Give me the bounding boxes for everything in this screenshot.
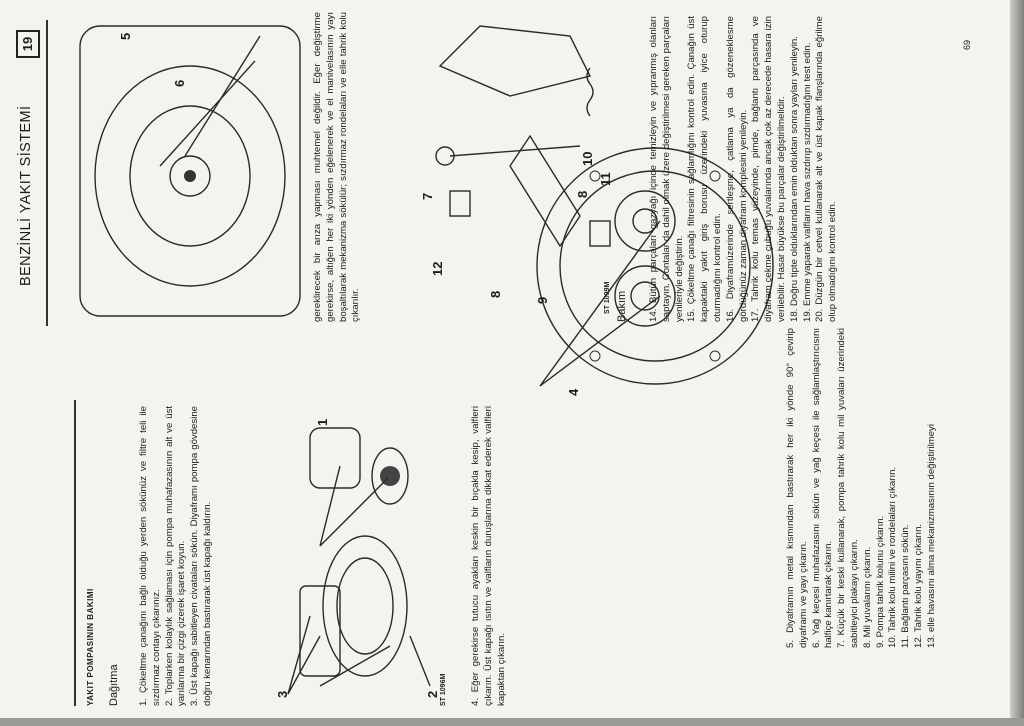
- bolt-hole: [710, 351, 720, 361]
- step-10: 10. Tahrik kolu milini ve rondelaları çıkarın.: [887, 466, 899, 648]
- step-19: 19. Emme yaparak valfların hava sızdırıp sızdırmadığını test edin.: [801, 42, 813, 322]
- rocker-arm: [510, 136, 580, 246]
- fuel-pump-figure: [240, 406, 440, 706]
- pump-base: [440, 26, 590, 96]
- leader-1b: [320, 466, 340, 546]
- fig-label-12: 12: [430, 261, 445, 276]
- chapter-number-box: 19: [16, 30, 40, 58]
- continuation-text-block: [312, 12, 363, 322]
- fig-label-3: 3: [275, 690, 290, 698]
- fig-label-10: 10: [580, 151, 595, 166]
- section-rule: [74, 400, 76, 706]
- section-heading: YAKIT POMPASININ BAKIMI: [86, 588, 95, 706]
- step-13: 13. elle havasını alma mekanizmasının değiştirilmeyi: [925, 424, 937, 648]
- step-9: 9. Pompa tahrik kolunu çıkarın.: [874, 515, 886, 648]
- fig-label-4: 4: [566, 388, 581, 396]
- pivot-pin: [450, 146, 580, 156]
- step-5: 5. Diyaframın metal kısmından bastırarak her iki yönde 90° çevirip diyaframı ve yayı çıkarın.: [785, 328, 809, 648]
- step-2: 2. Toplarken kolaylık sağlaması için pompa muhafazasının alt ve üst yarılarına bir çizgi çizerek işaret koyun.: [163, 406, 188, 706]
- fig-label-8a: 8: [575, 190, 590, 198]
- pull-rod: [184, 170, 196, 182]
- fig-label-1: 1: [315, 418, 330, 426]
- continuation-text: gereklirecek bir arıza yapması muhtemel değildir. Eğer değiştirme gerekirse, altığen her iki yönden eğelenerek ve el manivelasının yayı boşaltılarak mekanizma sökülür; sızdırmaz rondelaları ve elle tahrik kolu çıkarılır.: [312, 12, 362, 322]
- step-12: 12. Tahrik kolu yayını çıkarın.: [912, 523, 924, 648]
- step-3: 3. Üst kapağı sabitleyen civataları sökün. Diyaframı pompa gövdesine doğru kenarından bastırarak üst kapağı kaldırın.: [189, 406, 213, 706]
- subheading-dagitma: Dağıtma: [108, 664, 120, 706]
- page-bottom-edge: [0, 718, 1024, 726]
- pump-assembly-figure: [80, 6, 310, 306]
- leader-4a: [540, 296, 660, 386]
- fig-label-8b: 8: [488, 290, 503, 298]
- step-15: 15. Çökeltme çanağı filtresinin sağlamlığını kontrol edin. Çanağın üst kapaktaki yakıt giriş borusu üzerindeki yuvasına iyice oturup oturmadığını kontrol edin.: [686, 16, 723, 322]
- step-20: 20. Düzgün bir cetvel kullanarak alt ve üst kapak flanşlarında eğrilme olup olmadığını kontrol edin.: [814, 16, 839, 322]
- step-7: 7. Küçük bir keski kullanarak, pompa tahrik kolu mil yuvaları üzerindeki sabitleyici plakayı çıkarın.: [836, 328, 860, 648]
- step-16: 16. Diyaframüzerinde sertleşme, çatlama ya da gözeneklesme gördüğünüz zaman diyafram komplesini yenileyin.: [724, 16, 749, 322]
- leader-3b: [288, 616, 310, 694]
- step-1: 1. Çökeltme çanağını bağlı olduğu yerden sökünüz ve filtre teli ile sızdırmaz contayı çıkarınız.: [138, 406, 162, 706]
- bolt-hole: [590, 351, 600, 361]
- fig-label-7: 7: [420, 192, 435, 200]
- pump-body: [323, 536, 407, 676]
- pump-cover: [337, 558, 393, 654]
- chapter-title: BENZİNLİ YAKIT SİSTEMİ: [18, 105, 34, 286]
- steps-1-3: [138, 406, 215, 706]
- fig-label-2: 2: [425, 690, 440, 698]
- step-17: 17. Tahrik kolu temas yüzeyinde, pimde, bağlantı parçasında ve diyafram çekme çubuğu yuvalarında ancak çok az derecede hasara izin verilebilir. Hasar büyükse bu parçalar değiştirilmelidir.: [750, 16, 787, 322]
- link-bush: [450, 191, 470, 216]
- figure-caption-st1096m: ST 1096M: [440, 673, 447, 706]
- step-6: 6. Yağ keçesi muhafazasını sökün ve yağ keçesi ile sağlamlaştırıcısını halfiçe kanırtarak çıkarın.: [810, 328, 835, 648]
- subheading-bakim: Bakım: [616, 290, 628, 322]
- leader-2: [410, 636, 430, 686]
- fig-label-9: 9: [535, 296, 550, 304]
- fig-label-6: 6: [172, 79, 187, 87]
- step-14: 14. Bütün parçaları gazyağı içinde temizleyin ve yıpranmış olanları saptayın. Contalar da dahil olmak üzere değiştirilmesi gereken parçaları yenileriyle değiştirin.: [648, 16, 685, 322]
- step-4-block: [470, 406, 508, 706]
- title-rule: [46, 20, 48, 326]
- fig-label-11: 11: [598, 172, 613, 186]
- page-number: 69: [962, 39, 972, 50]
- page-edge-shadow: [1010, 0, 1024, 726]
- step-11: 11. Bağlantı parçasını sökün.: [900, 524, 912, 648]
- steps-5-13: [785, 328, 939, 648]
- sediment-bowl: [310, 428, 360, 488]
- figure-caption-st1099m: ST 1099M: [604, 281, 611, 314]
- leader-3a: [288, 636, 320, 694]
- step-18: 18. Doğru tipte olduklarından emin olduktan sonra yayları yenileyin.: [788, 36, 800, 322]
- drive-arm: [320, 646, 390, 686]
- leader-6: [160, 61, 255, 166]
- step-4: 4. Eğer gerekirse tutucu ayakları keskin bir bıçakla kesip, valfleri çıkarın. Üst kapağı ısıtın ve valfların duruşlarına dikkat ederek valfleri kapaktan çıkarın.: [470, 406, 507, 706]
- step-8: 8. Mil yuvalarını çıkarın.: [861, 546, 873, 648]
- steps-14-20: [648, 16, 840, 322]
- fig-label-5: 5: [118, 32, 133, 40]
- link-bush: [590, 221, 610, 246]
